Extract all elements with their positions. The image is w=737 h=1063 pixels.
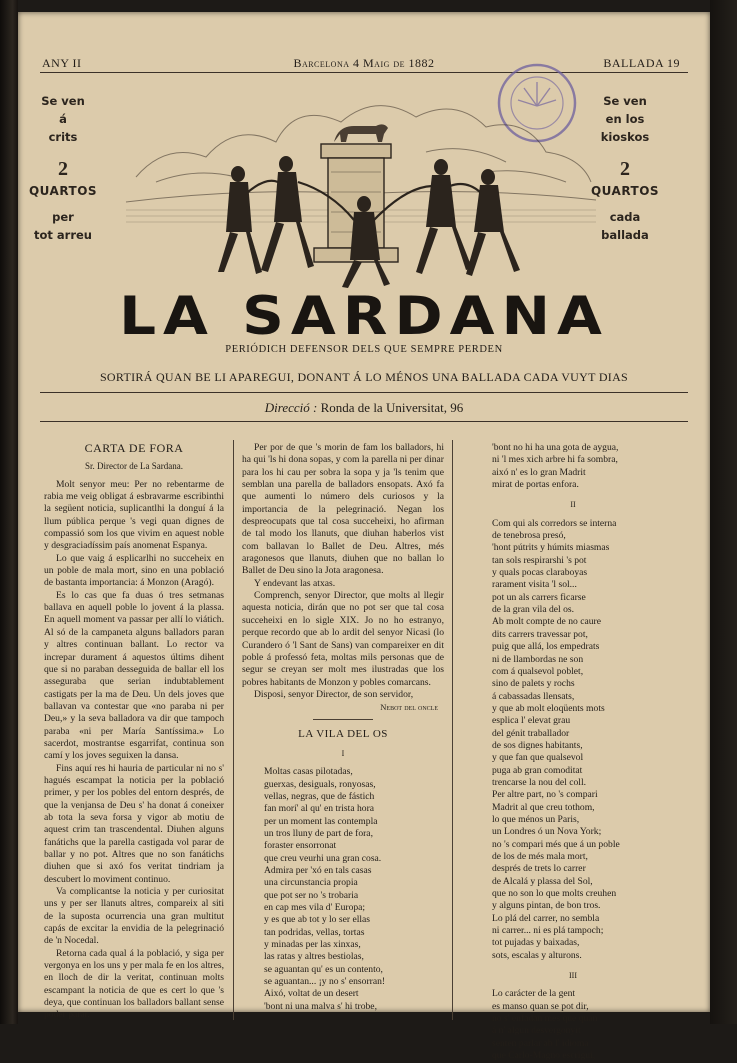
poem-line: tot pujadas y baixadas, xyxy=(492,937,580,949)
poem-line: fan morí' al qu' en trista hora xyxy=(264,803,375,815)
poem-line: Com qui als corredors se interna xyxy=(492,517,617,529)
poem-line: ni de llambordas ne son xyxy=(492,653,584,665)
right-price-number: 2 xyxy=(620,158,630,180)
poem-line: es manso quan se pot dir, xyxy=(492,1000,589,1012)
place-date: Barcelona 4 Maig de 1882 xyxy=(293,56,435,70)
paragraph: Retorna cada qual á la població, y siga per vergonya en los uns y per mala fe en los altres, en lloch de dir la veritat, continuan molts escampant la noticia de que es cert lo que 's deya, que continuan los balladors ballant sense poder parar. xyxy=(44,947,224,1021)
paragraph: Y endevant las atxas. xyxy=(254,577,336,589)
poem-line: 'bont ni una malva s' hi trobe, xyxy=(264,1000,377,1012)
signature: Nebot del oncle xyxy=(380,702,438,713)
scan-background xyxy=(710,0,737,1024)
poem-line: vellas, negras, que de fástich xyxy=(264,790,375,802)
poem-title: LA VILA DEL OS xyxy=(298,727,388,740)
poem-line: foraster ensorronat xyxy=(264,840,337,852)
newspaper-page xyxy=(18,12,710,1062)
left-line-5: tot arreu xyxy=(34,228,92,242)
poem-line: sots, escalas y alturons. xyxy=(492,949,582,961)
poem-line: de Alcalá y plassa del Sol, xyxy=(492,875,593,887)
paragraph: Per por de que 's morin de fam los balladors, hi ha qui 'ls hi dona sopas, y com la parella ni per dinar para los hi cau per sobra la sopa y ja 'ls tenim que semblan una parella de balladors ensopats. Axó fa que aumenti lo número dels curiosos y la importancia de la pelegrinació. Negan los despreocupats que tal cosa succeheixi, ho afirman de tal modo los llanuts, que diuhan haberlos vist com ballavan lo Ballet de Deu. Altres, més aragonesos que llanuts, diuhen que no ballan lo Ballet de Deu sino la Jota aragonesa. xyxy=(242,442,444,577)
poem-line: no 's compari més que á un poble xyxy=(492,838,620,850)
poem-line: y que fan que qualsevol xyxy=(492,752,584,764)
left-price-box xyxy=(18,92,108,244)
right-line-2: en los xyxy=(605,112,645,126)
poem-line: á cabassadas llensats, xyxy=(492,690,575,702)
column-3 xyxy=(462,442,684,1063)
book-spine xyxy=(0,0,18,1024)
paragraph: Es lo cas que fa duas ó tres setmanas ballava en aquell poble lo jovent á la plassa. En aquell moment va passar per allí lo viátich. Al só de la campaneta alguns balladors paran y altres continuan ballant. Lo rector va increpar durament á aquestos últims dihent que si no paraban desseguida de ballar ell los asseguraba que serian indubtablement castigats per la ma de Deu. Un dels joves que ballavan va contestar que «no paraba ni per Deu,» y la seva balladora va dir que tampoch paraba «ni per María Santíssima.» Lo sacerdot, mostrantse esgarrifat, continua son camí y los joves seguixen la dansa. xyxy=(44,589,224,762)
poem-line: y es que ab tot y lo ser ellas xyxy=(264,914,371,926)
poem-line: de los de més mala mort, xyxy=(492,851,588,862)
poem-line: de la gran vila del os. xyxy=(492,604,575,616)
poem-section-3: III xyxy=(569,971,577,981)
poem-line: y que ab molt eloqüents mots xyxy=(492,702,605,714)
poem-line: y quals pocas claraboyas xyxy=(492,567,588,579)
poem-line: puga ab gran comoditat xyxy=(492,764,583,776)
poem-line: una circunstancia propia xyxy=(264,877,358,889)
poem-line: del génit traballador xyxy=(492,727,570,739)
header-rule-1 xyxy=(40,392,688,393)
column-divider-1 xyxy=(233,440,234,1020)
subtitle: PERIÓDICH DEFENSOR DELS QUE SEMPRE PERDEN xyxy=(225,344,503,355)
poem-line: un tros lluny de part de fora, xyxy=(264,827,373,839)
paragraph: Va complicantse la noticia y per curiositat uns y per ser llanuts altres, compareix al siti de la suposta ocurrencia una gran multitut capás de excitar la envidia de la pelegrinació de 'n Nocedal. xyxy=(44,886,224,947)
poem-line: rarament visita 'l sol... xyxy=(492,579,577,591)
poem-section-number: I xyxy=(341,748,345,758)
article-salutation: Sr. Director de La Sardana. xyxy=(85,461,183,472)
poem-line: com á qualsevol poblet, xyxy=(492,665,584,677)
article-heading: CARTA DE FORA xyxy=(84,441,184,455)
issue-number: BALLADA 19 xyxy=(603,56,680,70)
poem-line: esplica l' elevat grau xyxy=(492,715,571,727)
newspaper-title: LA SARDANA xyxy=(119,285,609,347)
poem-line: Lo carácter de la gent xyxy=(492,988,576,1000)
paragraph: Molt senyor meu: Per no rebentarme de rabia me veig obligat á esbravarme escribinthi la següent noticia, suplicantlhi la donguí á la llum pública perque 's vegi quan dignes de compassió som los que vivim en aquest noble y desgraciadíssim país anomenat Espanya. xyxy=(44,478,224,552)
poem-lines-a xyxy=(462,442,684,491)
poem-line: Lo plá del carrer, no sembla xyxy=(492,912,600,924)
masthead-rule xyxy=(40,72,688,73)
column-divider-2 xyxy=(452,440,453,1020)
poem-line: dits carrers travessar pot, xyxy=(492,628,588,640)
poem-line: Admira per 'xó en tals casas xyxy=(264,865,372,876)
poem-line: lo que ménos un Paris, xyxy=(492,813,580,825)
poem-line: un Londres ó un Nova York; xyxy=(492,826,602,838)
poem-line: de tenebrosa presó, xyxy=(492,530,566,542)
poem-line: se aguantan qu' es un contento, xyxy=(264,963,383,975)
poem-section-2: II xyxy=(570,500,576,510)
poem-line: Aixó, voltat de un desert xyxy=(264,988,359,1000)
poem-line: que Carlo-Magno escrigui, xyxy=(492,1050,596,1062)
address-value: Ronda de la Universitat, 96 xyxy=(320,400,464,415)
poem-line: puig que allá, los empedrats xyxy=(492,641,600,653)
left-line-2: á xyxy=(59,112,67,126)
address-label: Direcció : xyxy=(264,400,318,415)
poem-line: tan podridas, vellas, tortas xyxy=(264,926,365,938)
poem-line: Per altre part, no 's compari xyxy=(492,789,598,801)
poem-line: senten parlar ab l' idioma xyxy=(492,1037,589,1049)
left-line-3: crits xyxy=(48,130,78,144)
poem-line: las ratas y altres bestiolas, xyxy=(264,951,364,963)
poem-lines-c xyxy=(462,988,684,1062)
poem-line: que creu veurhi una gran cosa. xyxy=(264,852,382,864)
poem-line: aixó n' es lo gran Madrit xyxy=(492,466,586,478)
left-line-1: Se ven xyxy=(41,94,85,108)
right-line-4: cada xyxy=(609,210,641,224)
poem-line: trencarse la nou del coll. xyxy=(492,776,587,788)
poem-line: Moltas casas pilotadas, xyxy=(264,766,353,778)
right-line-3: kioskos xyxy=(600,130,650,144)
poem-line: ni carrer... ni es plá tampoch; xyxy=(492,925,604,937)
right-line-1: Se ven xyxy=(603,94,647,108)
left-price-unit: QUARTOS xyxy=(28,184,98,198)
poem-line: 'hont pútrits y húmits miasmas xyxy=(492,542,610,554)
poem-line: y minadas per las xinxas, xyxy=(264,939,361,951)
poem-line: per un moment las contempla xyxy=(264,815,378,827)
poem-line: Madrit al que creu tothom, xyxy=(492,801,595,813)
paragraph: Disposi, senyor Director, de son servidor, xyxy=(254,688,414,700)
poem-line: ni 'l mes xich arbre hi fa sombra, xyxy=(492,454,618,466)
poem-line: després de trets lo carrer xyxy=(492,863,586,875)
poem-line: se aguantan... ¡y no s' ensorran! xyxy=(264,976,386,988)
sardana-dancers-illustration xyxy=(126,82,596,292)
poem-line: sino de palets y rochs xyxy=(492,678,575,690)
poem-line: Ab molt compte de no caure xyxy=(492,616,601,628)
right-line-5: ballada xyxy=(601,228,649,242)
poem-line: que pot ser no 's trobaria xyxy=(264,889,359,901)
right-price-unit: QUARTOS xyxy=(590,184,660,198)
poem-line: 'bont no hi ha una gota de aygua, xyxy=(492,442,619,453)
paragraph: Comprench, senyor Director, que molts al llegir aquesta noticia, dirán que no pot ser que tal cosa succeheixi en lo sigle XIX. Jo no ho estranyo, perque recordo que ab lo ardit del senyor Nicasi (lo Curandero ó 'l Sant de Sans) van compareixer en dit poble á professó feta, moltas mils personas que de segur se creyan ser molt mes ilustradas que los pobres habitants de Monzon y pobles comarcans. xyxy=(242,590,444,688)
left-line-4: per xyxy=(52,210,74,224)
poem-line: mirat de portas enfora. xyxy=(492,479,579,491)
paragraph: Fins aquí res hi hauria de particular ni no s' hagués escampat la noticia per la població primer, y per los pobles del entorn després, de que la venjansa de Deu s' ha donat á coneixer ab tota la seva forsa y vigor ab motiu de aquest crim tan trascendental. Diuhen alguns fanátichs que la parella castigada vol parar de ballar y no pot. Altres que no son fanátichs diuhen que si axó fos veritat tindriam ja descubert lo moviment continuo. xyxy=(44,762,224,885)
poem-line: tan sols respirarshi 's pot xyxy=(492,554,587,566)
separator xyxy=(313,719,373,720)
poem-lines xyxy=(242,766,444,1013)
poem-line: pot un als carrers ficarse xyxy=(492,591,586,603)
issue-year: ANY II xyxy=(42,56,82,70)
poem-line: guerxas, desiguals, ronyosas, xyxy=(264,778,376,790)
poem-line: en cap mes vila d' Europa; xyxy=(264,902,366,914)
poem-line: de sos dignes habitants, xyxy=(492,739,583,751)
header-rule-2 xyxy=(40,421,688,422)
address-line xyxy=(18,400,710,416)
paragraph: Lo que vaig á esplicarlhi no succeheix en un poble de mala mort, sino en una població de bastanta importancia: á Monzon (Aragó). xyxy=(44,552,224,589)
poem-line: á n' algun desvergonyit xyxy=(492,1025,581,1037)
poem-line: no s' enfadan mes que quan xyxy=(492,1013,598,1025)
frequency-line: SORTIRÁ QUAN BE LI APAREGUI, DONANT Á LO MÉNOS UNA BALLADA CADA VUYT DIAS xyxy=(99,370,629,384)
poem-line: que no son lo que molts creuhen xyxy=(492,888,617,900)
poem-lines-b xyxy=(462,518,684,962)
column-2 xyxy=(242,442,444,1013)
column-1 xyxy=(44,442,224,1022)
left-price-number: 2 xyxy=(58,158,68,180)
poem-line: y alguns pintan, de bon tros. xyxy=(492,900,601,912)
